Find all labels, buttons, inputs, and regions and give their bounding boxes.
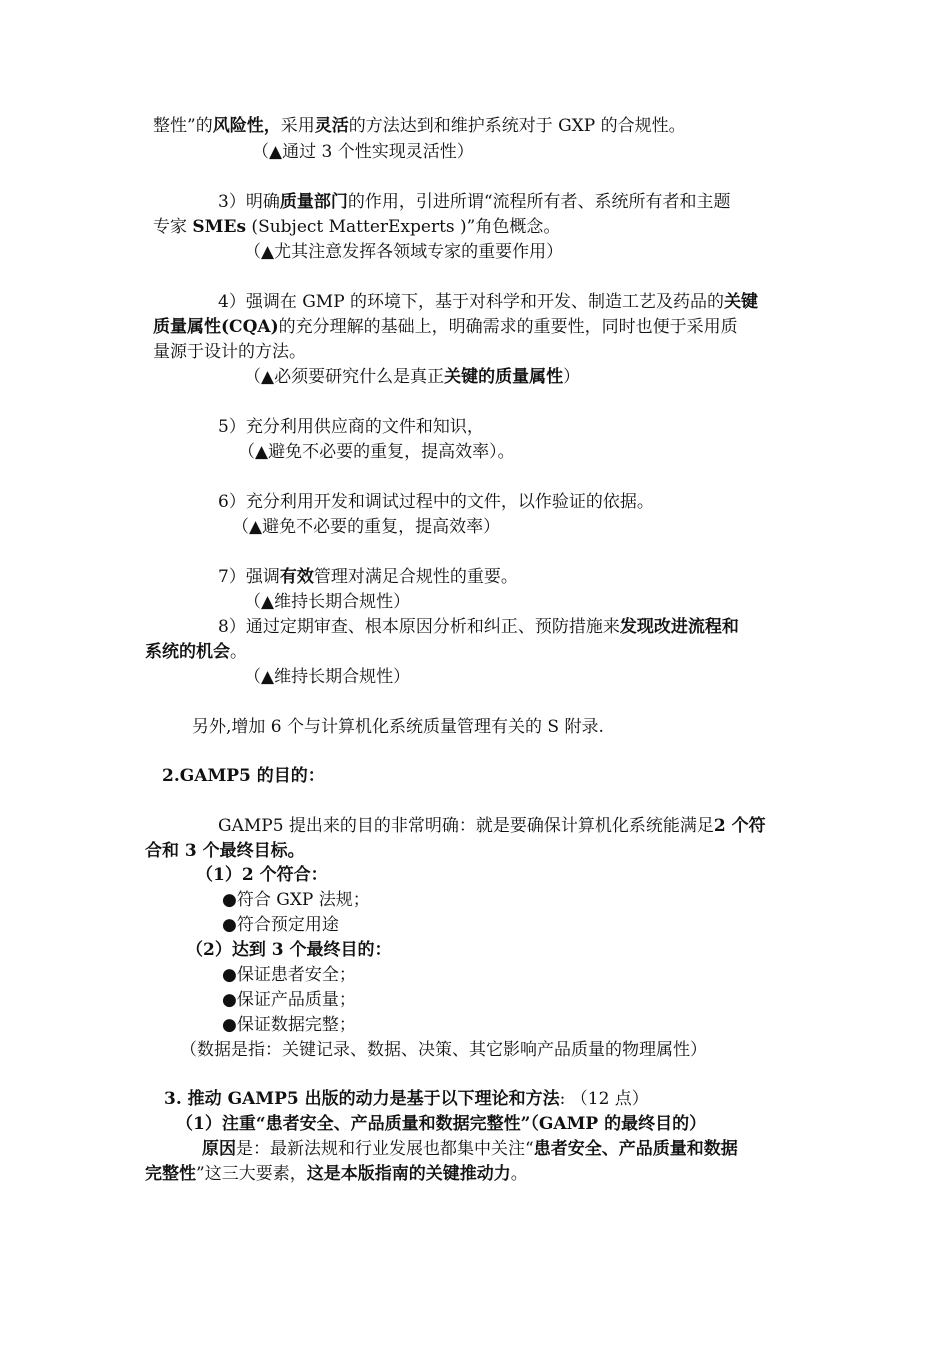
text-run: 6）充分利用开发和调试过程中的文件，以作验证的依据。 <box>218 492 654 512</box>
section-3-heading <box>164 1087 649 1111</box>
text-run: （数据是指：关键记录、数据、决策、其它影响产品质量的物理属性） <box>180 1040 707 1060</box>
item-6 <box>218 490 654 514</box>
bold-text-run: 关键的质量属性 <box>444 367 564 387</box>
three-goals-heading <box>186 938 392 962</box>
point-1-reason-line-2 <box>145 1162 528 1186</box>
bold-text-run: （1）2 个符合： <box>196 865 328 885</box>
text-run: 5）充分利用供应商的文件和知识， <box>218 417 484 437</box>
bold-text-run: 发现改进流程和 <box>619 617 739 637</box>
text-run: : （12 点） <box>559 1089 649 1109</box>
bold-text-run: 灵活 <box>314 116 349 136</box>
bold-text-run: 原因 <box>202 1139 236 1159</box>
bold-text-run: 合和 3 个最终目标。 <box>145 841 305 861</box>
note-flexibility <box>252 140 474 164</box>
text-run: 采用 <box>280 116 315 136</box>
text-run: 。 <box>230 642 247 662</box>
text-run: 的作用，引进所谓“流程所有者、系统所有者和主题 <box>347 192 731 212</box>
text-run: ●保证患者安全； <box>222 965 356 985</box>
item-3-line-1 <box>218 190 731 214</box>
text-run: （▲必须要研究什么是真正 <box>244 367 445 387</box>
bold-text-run: 这是本版指南的关键推动力 <box>306 1164 511 1184</box>
text-run: 量源于设计的方法。 <box>153 342 306 362</box>
note-item-5 <box>238 440 515 464</box>
note-item-6 <box>232 515 500 539</box>
section-2-intro-line-2 <box>145 839 305 863</box>
item-8-line-1 <box>218 615 739 639</box>
bullet-gxp <box>222 888 370 912</box>
text-run: ●保证产品质量； <box>222 990 356 1010</box>
text-run: （▲尤其注意发挥各领域专家的重要作用） <box>244 242 564 262</box>
bullet-data-integrity <box>222 1013 356 1037</box>
bullet-product-quality <box>222 988 356 1012</box>
text-run: （▲维持长期合规性） <box>244 667 411 687</box>
bold-text-run: 有效 <box>279 567 314 587</box>
point-1-reason-line-1 <box>202 1137 738 1161</box>
text-run: (Subject MatterExperts )”角色概念。 <box>246 217 561 237</box>
text-run: 7）强调 <box>218 567 280 587</box>
note-smes <box>244 240 563 264</box>
bold-text-run: （2）达到 3 个最终目的： <box>186 940 392 960</box>
paragraph-2-continuation <box>153 114 686 138</box>
text-run: 是：最新法规和行业发展也都集中关注“ <box>236 1139 534 1159</box>
bold-text-run: 质量属性(CQA) <box>153 317 279 337</box>
text-run: 的充分理解的基础上，明确需求的重要性，同时也便于采用质 <box>278 317 738 337</box>
bold-text-run: 质量部门 <box>279 192 348 212</box>
bold-text-run: （1）注重“患者安全、产品质量和数据完整性”（GAMP 的最终目的） <box>176 1114 707 1134</box>
bold-text-run: 关键 <box>724 292 759 312</box>
text-run: 专家 <box>153 217 193 237</box>
item-3-line-2 <box>153 215 560 239</box>
text-run: （▲维持长期合规性） <box>244 592 411 612</box>
text-run: 另外,增加 6 个与计算机化系统质量管理有关的 S 附录. <box>192 717 604 737</box>
item-4-line-2 <box>153 315 738 339</box>
bold-text-run: 风险性， <box>212 116 281 136</box>
text-run: ”这三大要素， <box>196 1164 307 1184</box>
text-run: （▲避免不必要的重复，提高效率）。 <box>238 442 515 462</box>
bold-text-run: 2.GAMP5 的目的： <box>162 766 325 786</box>
note-cqa <box>244 365 580 389</box>
note-item-8 <box>244 665 410 689</box>
text-run: 8）通过定期审查、根本原因分析和纠正、预防措施来 <box>218 617 620 637</box>
bullet-intended-use <box>222 913 339 937</box>
text-run: （▲避免不必要的重复，提高效率） <box>232 517 501 537</box>
bullet-patient-safety <box>222 963 356 987</box>
text-run: （▲通过 3 个性实现灵活性） <box>252 142 474 162</box>
appendix-note <box>192 715 604 739</box>
bold-text-run: 系统的机会 <box>145 642 230 662</box>
item-8-line-2 <box>145 640 247 664</box>
text-run: 的方法达到和维护系统对于 GXP 的合规性。 <box>348 116 686 136</box>
section-2-heading <box>162 764 325 788</box>
item-4-line-3 <box>153 340 306 364</box>
bold-text-run: 2 个符 <box>713 816 766 836</box>
bold-text-run: SMEs <box>192 217 247 237</box>
item-5 <box>218 415 484 439</box>
text-run: ●符合预定用途 <box>222 915 339 935</box>
text-run: GAMP5 提出来的目的非常明确：就是要确保计算机化系统能满足 <box>218 816 714 836</box>
item-4-line-1 <box>218 290 758 314</box>
text-run: 管理对满足合规性的重要。 <box>313 567 518 587</box>
text-run: 整性”的 <box>153 116 213 136</box>
text-run: 3）明确 <box>218 192 280 212</box>
section-2-intro-line-1 <box>218 814 766 838</box>
text-run: 。 <box>510 1164 528 1184</box>
data-definition-note <box>180 1038 707 1062</box>
text-run: ●符合 GXP 法规； <box>222 890 370 910</box>
text-run: 4）强调在 GMP 的环境下，基于对科学和开发、制造工艺及药品的 <box>218 292 725 312</box>
bold-text-run: 患者安全、产品质量和数据 <box>533 1139 738 1159</box>
bold-text-run: 完整性 <box>145 1164 196 1184</box>
point-1-heading <box>176 1112 706 1136</box>
note-item-7 <box>244 590 410 614</box>
text-run: ） <box>563 367 581 387</box>
text-run: ●保证数据完整； <box>222 1015 356 1035</box>
two-conformities-heading <box>196 863 328 887</box>
bold-text-run: 3. 推动 GAMP5 出版的动力是基于以下理论和方法 <box>164 1089 560 1109</box>
item-7 <box>218 565 518 589</box>
